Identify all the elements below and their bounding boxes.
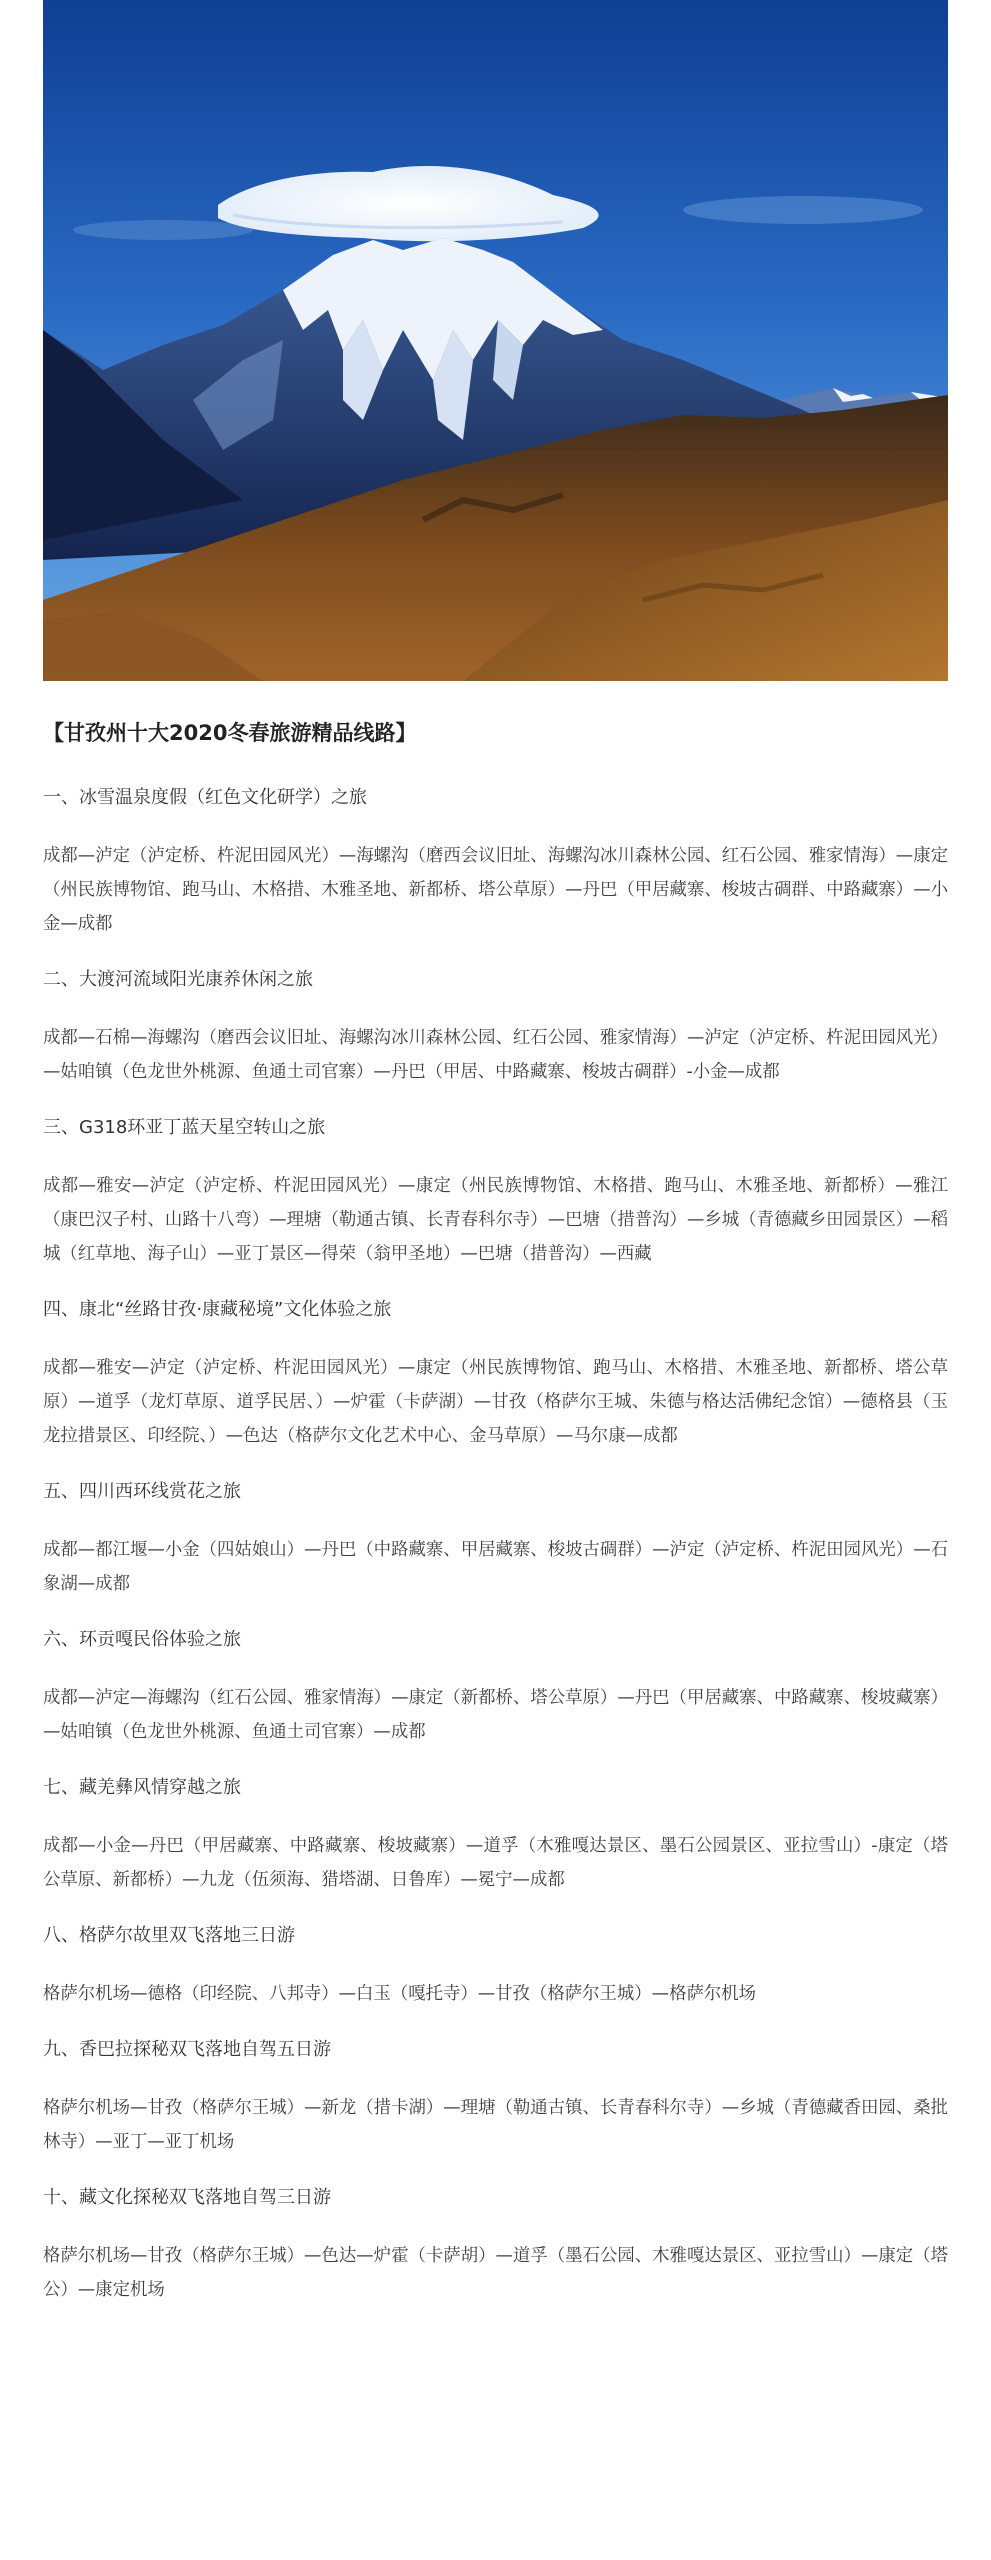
route-body: 成都—雅安—泸定（泸定桥、杵泥田园风光）—康定（州民族博物馆、木格措、跑马山、木雅圣地、新都桥）—雅江（康巴汉子村、山路十八弯）—理塘（勒通古镇、长青春科尔寺）—巴塘（措普沟）—乡城（青德藏乡田园景区）—稻城（红草地、海子山）—亚丁景区—得荣（翁甲圣地）—巴塘（措普沟）—西藏 (43, 1176, 948, 1264)
article-title: 【甘孜州十大2020冬春旅游精品线路】 (43, 721, 417, 745)
route-body: 成都—石棉—海螺沟（磨西会议旧址、海螺沟冰川森林公园、红石公园、雅家情海）—泸定（泸定桥、杵泥田园风光）—姑咱镇（色龙世外桃源、鱼通土司官寨）—丹巴（甲居、中路藏寨、梭坡古碉群）-小金—成都 (43, 1028, 948, 1082)
route-body: 成都—泸定—海螺沟（红石公园、雅家情海）—康定（新都桥、塔公草原）—丹巴（甲居藏寨、中路藏寨、梭坡藏寨）—姑咱镇（色龙世外桃源、鱼通土司官寨）—成都 (43, 1688, 948, 1742)
route-heading: 五、四川西环线赏花之旅 (43, 1481, 241, 1502)
route-section (43, 2033, 948, 2159)
route-heading: 六、环贡嘎民俗体验之旅 (43, 1629, 241, 1650)
route-body: 成都—泸定（泸定桥、杵泥田园风光）—海螺沟（磨西会议旧址、海螺沟冰川森林公园、红石公园、雅家情海）—康定（州民族博物馆、跑马山、木格措、木雅圣地、新都桥、塔公草原）—丹巴（甲居藏寨、梭坡古碉群、中路藏寨）—小金—成都 (43, 846, 948, 934)
route-section (43, 963, 948, 1089)
route-section (43, 1475, 948, 1601)
route-heading: 四、康北“丝路甘孜·康藏秘境”文化体验之旅 (43, 1299, 392, 1320)
article-content (43, 715, 948, 2329)
route-body: 格萨尔机场—甘孜（格萨尔王城）—色达—炉霍（卡萨胡）—道孚（墨石公园、木雅嘎达景区、亚拉雪山）—康定（塔公）—康定机场 (43, 2246, 948, 2300)
route-section (43, 781, 948, 941)
route-heading: 九、香巴拉探秘双飞落地自驾五日游 (43, 2039, 331, 2060)
route-section (43, 1623, 948, 1749)
snow-mountain-icon (43, 0, 948, 681)
route-section (43, 1111, 948, 1271)
route-section (43, 1293, 948, 1453)
route-body: 成都—都江堰—小金（四姑娘山）—丹巴（中路藏寨、甲居藏寨、梭坡古碉群）—泸定（泸定桥、杵泥田园风光）—石象湖—成都 (43, 1540, 948, 1594)
route-section (43, 1771, 948, 1897)
route-heading: 八、格萨尔故里双飞落地三日游 (43, 1925, 295, 1946)
route-section (43, 1919, 948, 2011)
route-heading: 一、冰雪温泉度假（红色文化研学）之旅 (43, 787, 367, 808)
route-heading: 十、藏文化探秘双飞落地自驾三日游 (43, 2187, 331, 2208)
route-heading: 七、藏羌彝风情穿越之旅 (43, 1777, 241, 1798)
route-heading: 二、大渡河流域阳光康养休闲之旅 (43, 969, 313, 990)
route-body: 成都—雅安—泸定（泸定桥、杵泥田园风光）—康定（州民族博物馆、跑马山、木格措、木雅圣地、新都桥、塔公草原）—道孚（龙灯草原、道孚民居、）—炉霍（卡萨湖）—甘孜（格萨尔王城、朱德与格达活佛纪念馆）—德格县（玉龙拉措景区、印经院、）—色达（格萨尔文化艺术中心、金马草原）—马尔康—成都 (43, 1358, 948, 1446)
route-heading: 三、G318环亚丁蓝天星空转山之旅 (43, 1117, 326, 1138)
route-section (43, 2181, 948, 2307)
hero-mountain-photo (43, 0, 948, 681)
route-body: 格萨尔机场—德格（印经院、八邦寺）—白玉（嘎托寺）—甘孜（格萨尔王城）—格萨尔机场 (43, 1984, 757, 2004)
route-body: 成都—小金—丹巴（甲居藏寨、中路藏寨、梭坡藏寨）—道孚（木雅嘎达景区、墨石公园景区、亚拉雪山）-康定（塔公草原、新都桥）—九龙（伍须海、猎塔湖、日鲁库）—冕宁—成都 (43, 1836, 948, 1890)
route-body: 格萨尔机场—甘孜（格萨尔王城）—新龙（措卡湖）—理塘（勒通古镇、长青春科尔寺）—乡城（青德藏香田园、桑批林寺）—亚丁—亚丁机场 (43, 2098, 948, 2152)
